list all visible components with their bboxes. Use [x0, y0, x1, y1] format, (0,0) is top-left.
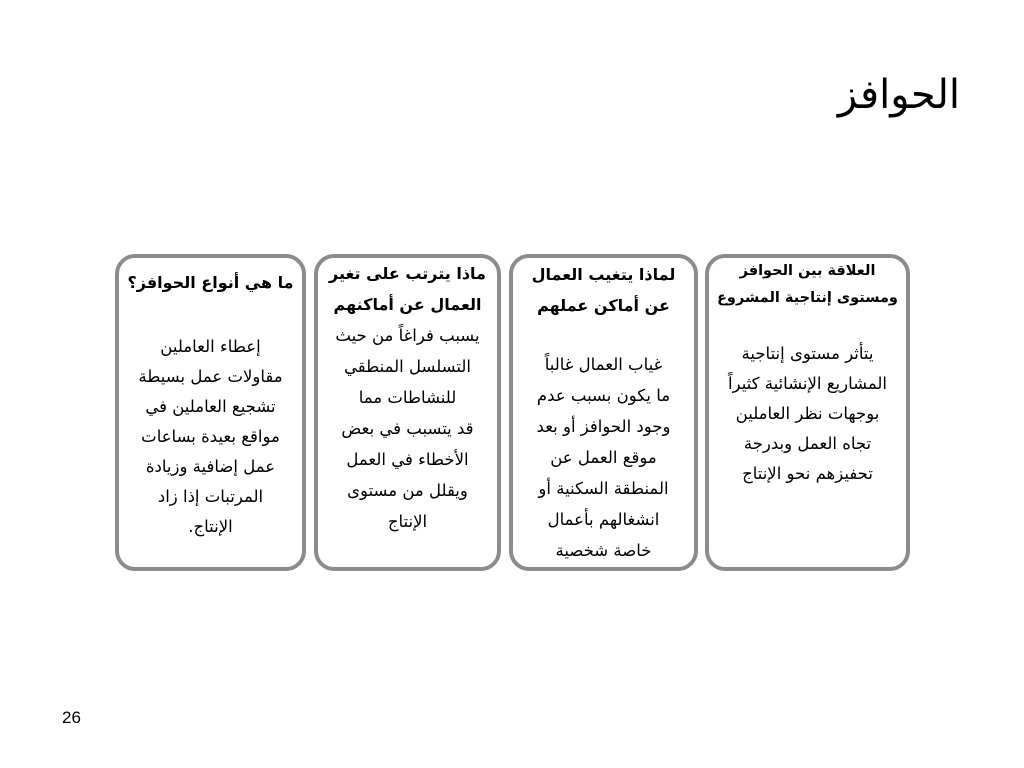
card-body-line: عمل إضافية وزيادة — [145, 457, 276, 476]
card-body-line: قد يتسبب في بعض — [341, 419, 474, 438]
card-body-line: تشجيع العاملين في — [145, 397, 276, 416]
card-body-line: بوجهات نظر العاملين — [735, 404, 880, 423]
card-body-line: المشاريع الإنشائية كثيراً — [728, 374, 887, 393]
card-body — [318, 320, 497, 537]
card-body-line: للنشاطات مما — [358, 388, 457, 407]
card-body-line: يسبب فراغاً من حيث — [335, 326, 480, 345]
card-worker-absence — [509, 254, 698, 571]
card-body-line: خاصة شخصية — [555, 541, 652, 560]
card-heading — [513, 259, 694, 321]
page-number: 26 — [62, 708, 81, 727]
card-body — [119, 332, 302, 542]
card-body — [709, 339, 906, 489]
card-body-line: ما يكون بسبب عدم — [536, 386, 671, 405]
card-body-line: وجود الحوافز أو بعد — [536, 417, 671, 436]
card-heading — [318, 258, 497, 320]
card-heading-line: لماذا يتغيب العمال — [531, 265, 676, 284]
card-body-line: إعطاء العاملين — [160, 337, 261, 356]
card-heading — [709, 258, 906, 312]
card-heading-line: عن أماكن عملهم — [537, 296, 670, 315]
card-heading-line: ما هي أنواع الحوافز؟ — [127, 273, 294, 292]
card-body-line: المرتبات إذا زاد — [157, 487, 264, 506]
card-heading-line: ومستوى إنتاجية المشروع — [717, 290, 898, 306]
card-body-line: مواقع بعيدة بساعات — [141, 427, 280, 446]
card-body — [513, 349, 694, 566]
card-body-line: تحفيزهم نحو الإنتاج — [742, 464, 873, 483]
card-body-line: يتأثر مستوى إنتاجية — [741, 344, 874, 363]
card-body-line: تجاه العمل وبدرجة — [743, 434, 872, 453]
card-body-line: التسلسل المنطقي — [344, 357, 471, 376]
slide-title: الحوافز — [837, 72, 960, 118]
card-heading-line: العلاقة بين الحوافز — [739, 263, 876, 279]
card-heading-line: ماذا يترتب على تغير — [329, 264, 486, 283]
card-body-line: موقع العمل عن — [550, 448, 657, 467]
card-heading-line: العمال عن أماكنهم — [333, 295, 482, 314]
card-heading — [119, 268, 302, 298]
card-body-line: مقاولات عمل بسيطة — [138, 367, 283, 386]
card-body-line: غياب العمال غالباً — [544, 355, 663, 374]
card-incentives-and-productivity — [705, 254, 910, 571]
card-body-line: المنطقة السكنية أو — [538, 479, 669, 498]
card-incentive-types — [115, 254, 306, 571]
card-body-line: ويقلل من مستوى — [347, 481, 468, 500]
card-body-line: الأخطاء في العمل — [346, 450, 469, 469]
card-body-line: انشغالهم بأعمال — [547, 510, 660, 529]
card-body-line: الإنتاج — [387, 512, 428, 531]
card-body-line: الإنتاج. — [188, 517, 233, 536]
card-worker-relocation-effects — [314, 254, 501, 571]
